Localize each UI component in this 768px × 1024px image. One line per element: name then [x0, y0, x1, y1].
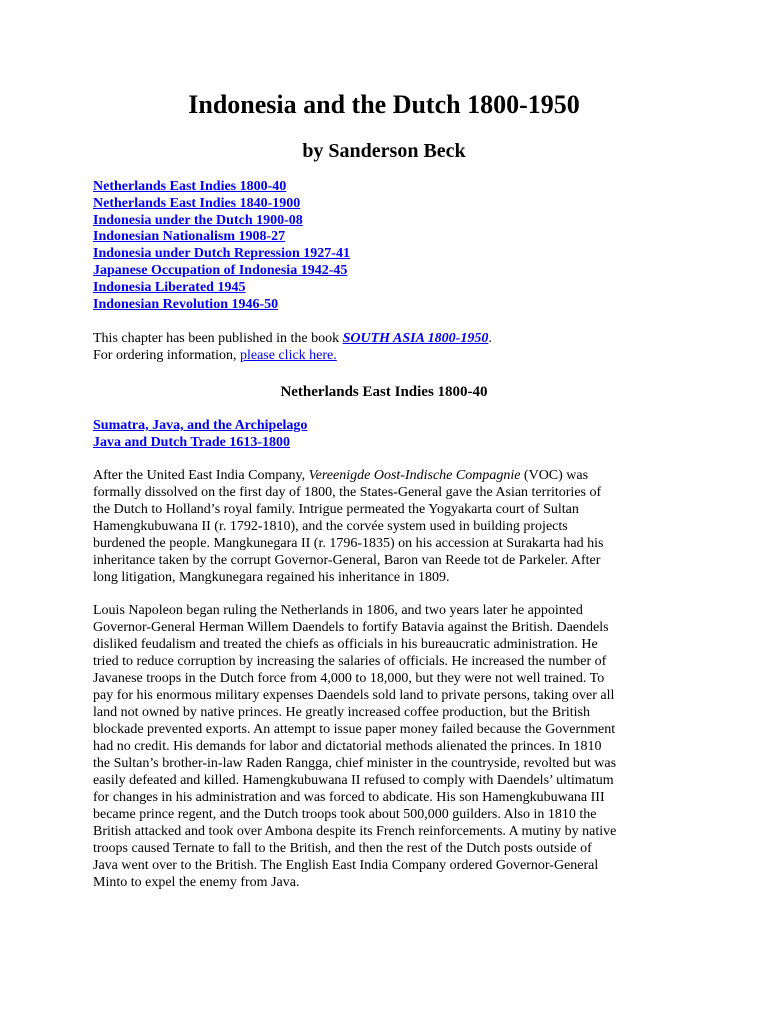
paragraph-line: Minto to expel the enemy from Java. — [93, 875, 300, 890]
publication-line — [93, 330, 492, 347]
toc-item — [93, 280, 350, 297]
paragraph-line: pay for his enormous military expenses Daendels sold land to private persons, taking over all — [93, 688, 615, 703]
paragraph-line: the Sultan’s brother-in-law Raden Rangga, chief minister in the countryside, revolted but was — [93, 756, 617, 771]
paragraph-text: (VOC) was — [520, 468, 589, 483]
sublink-item — [93, 435, 307, 452]
paragraph-line: land not owned by native princes. He greatly increased coffee production, but the British — [93, 705, 590, 720]
paragraph-line: Hamengkubuwana II (r. 1792-1810), and the corvée system used in building projects — [93, 519, 568, 534]
paragraph-line: easily defeated and killed. Hamengkubuwana II refused to comply with Daendels’ ultimatum — [93, 773, 614, 788]
paragraph-line: Javanese troops in the Dutch force from 4,000 to 18,000, but they were not well trained. To — [93, 671, 605, 686]
toc-item — [93, 263, 350, 280]
toc-item — [93, 246, 350, 263]
toc-link-netherlands-1800-40[interactable]: Netherlands East Indies 1800-40 — [93, 179, 287, 194]
book-title-link[interactable]: SOUTH ASIA 1800-1950 — [342, 331, 489, 346]
publication-suffix: . — [488, 331, 492, 346]
toc-item — [93, 196, 350, 213]
ordering-prefix: For ordering information, — [93, 348, 240, 363]
toc-item — [93, 229, 350, 246]
paragraph-line: Java went over to the British. The English East India Company ordered Governor-General — [93, 858, 599, 873]
toc-item — [93, 297, 350, 314]
paragraph-line: Governor-General Herman Willem Daendels to fortify Batavia against the British. Daendels — [93, 620, 609, 635]
toc-link-netherlands-1840-1900[interactable]: Netherlands East Indies 1840-1900 — [93, 195, 301, 211]
publication-note — [93, 330, 492, 364]
page-title: Indonesia and the Dutch 1800-1950 — [188, 90, 580, 119]
paragraph-line: had no credit. His demands for labor and dictatorial methods alienated the princes. In 1810 — [93, 739, 602, 754]
body-paragraph-2 — [93, 602, 683, 891]
paragraph-line: burdened the people. Mangkunegara II (r. 1796-1835) on his accession at Surakarta had his — [93, 536, 604, 551]
paragraph-line: long litigation, Mangkunegara regained his inheritance in 1809. — [93, 570, 450, 585]
paragraph-line: for changes in his administration and was forced to abdicate. His son Hamengkubuwana III — [93, 790, 605, 805]
ordering-line — [93, 347, 492, 364]
ordering-info-link[interactable]: please click here. — [239, 348, 337, 363]
section-sublinks — [93, 418, 307, 452]
paragraph-line: became prince regent, and the Dutch troops took about 500,000 guilders. Also in 1810 the — [93, 807, 597, 822]
publication-prefix: This chapter has been published in the book — [93, 331, 343, 346]
paragraph-line: disliked feudalism and treated the chiefs as officials in his bureaucratic administration. He — [93, 637, 598, 652]
author-byline: by Sanderson Beck — [302, 140, 466, 162]
paragraph-line: tried to reduce corruption by increasing the salaries of officials. He increased the number of — [93, 654, 607, 669]
toc-link-liberated-1945[interactable]: Indonesia Liberated 1945 — [93, 279, 246, 295]
toc-item — [93, 213, 350, 230]
paragraph-line: troops caused Ternate to fall to the British, and then the rest of the Dutch posts outside of — [93, 841, 592, 856]
paragraph-line: blockade prevented exports. An attempt to issue paper money failed because the Government — [93, 722, 616, 737]
toc-link-nationalism-1908-27[interactable]: Indonesian Nationalism 1908-27 — [93, 229, 286, 245]
paragraph-line: inheritance taken by the corrupt Governor-General, Baron van Reede tot de Parkeler. After — [93, 553, 601, 568]
sublink-sumatra-java-archipelago[interactable]: Sumatra, Java, and the Archipelago — [93, 418, 308, 433]
paragraph-line: the Dutch to Holland’s royal family. Intrigue permeated the Yogyakarta court of Sultan — [93, 502, 579, 517]
toc-link-japanese-occupation-1942-45[interactable]: Japanese Occupation of Indonesia 1942-45 — [93, 262, 348, 278]
body-paragraph-1 — [93, 467, 683, 586]
toc-link-revolution-1946-50[interactable]: Indonesian Revolution 1946-50 — [93, 296, 279, 312]
voc-dutch-name: Vereenigde Oost-Indische Compagnie — [308, 468, 521, 483]
paragraph-line: formally dissolved on the first day of 1800, the States-General gave the Asian territories of — [93, 485, 602, 500]
table-of-contents — [93, 179, 350, 313]
paragraph-line — [93, 467, 683, 484]
paragraph-text: After the United East India Company, — [93, 468, 309, 483]
toc-link-repression-1927-41[interactable]: Indonesia under Dutch Repression 1927-41 — [93, 246, 350, 262]
sublink-item — [93, 418, 307, 435]
toc-item — [93, 179, 350, 196]
paragraph-line: Louis Napoleon began ruling the Netherlands in 1806, and two years later he appointed — [93, 603, 583, 618]
toc-link-indonesia-dutch-1900-08[interactable]: Indonesia under the Dutch 1900-08 — [93, 212, 303, 228]
sublink-java-dutch-trade[interactable]: Java and Dutch Trade 1613-1800 — [93, 434, 291, 450]
section-heading: Netherlands East Indies 1800-40 — [280, 384, 488, 400]
paragraph-line: British attacked and took over Ambona despite its French reinforcements. A mutiny by native — [93, 824, 617, 839]
